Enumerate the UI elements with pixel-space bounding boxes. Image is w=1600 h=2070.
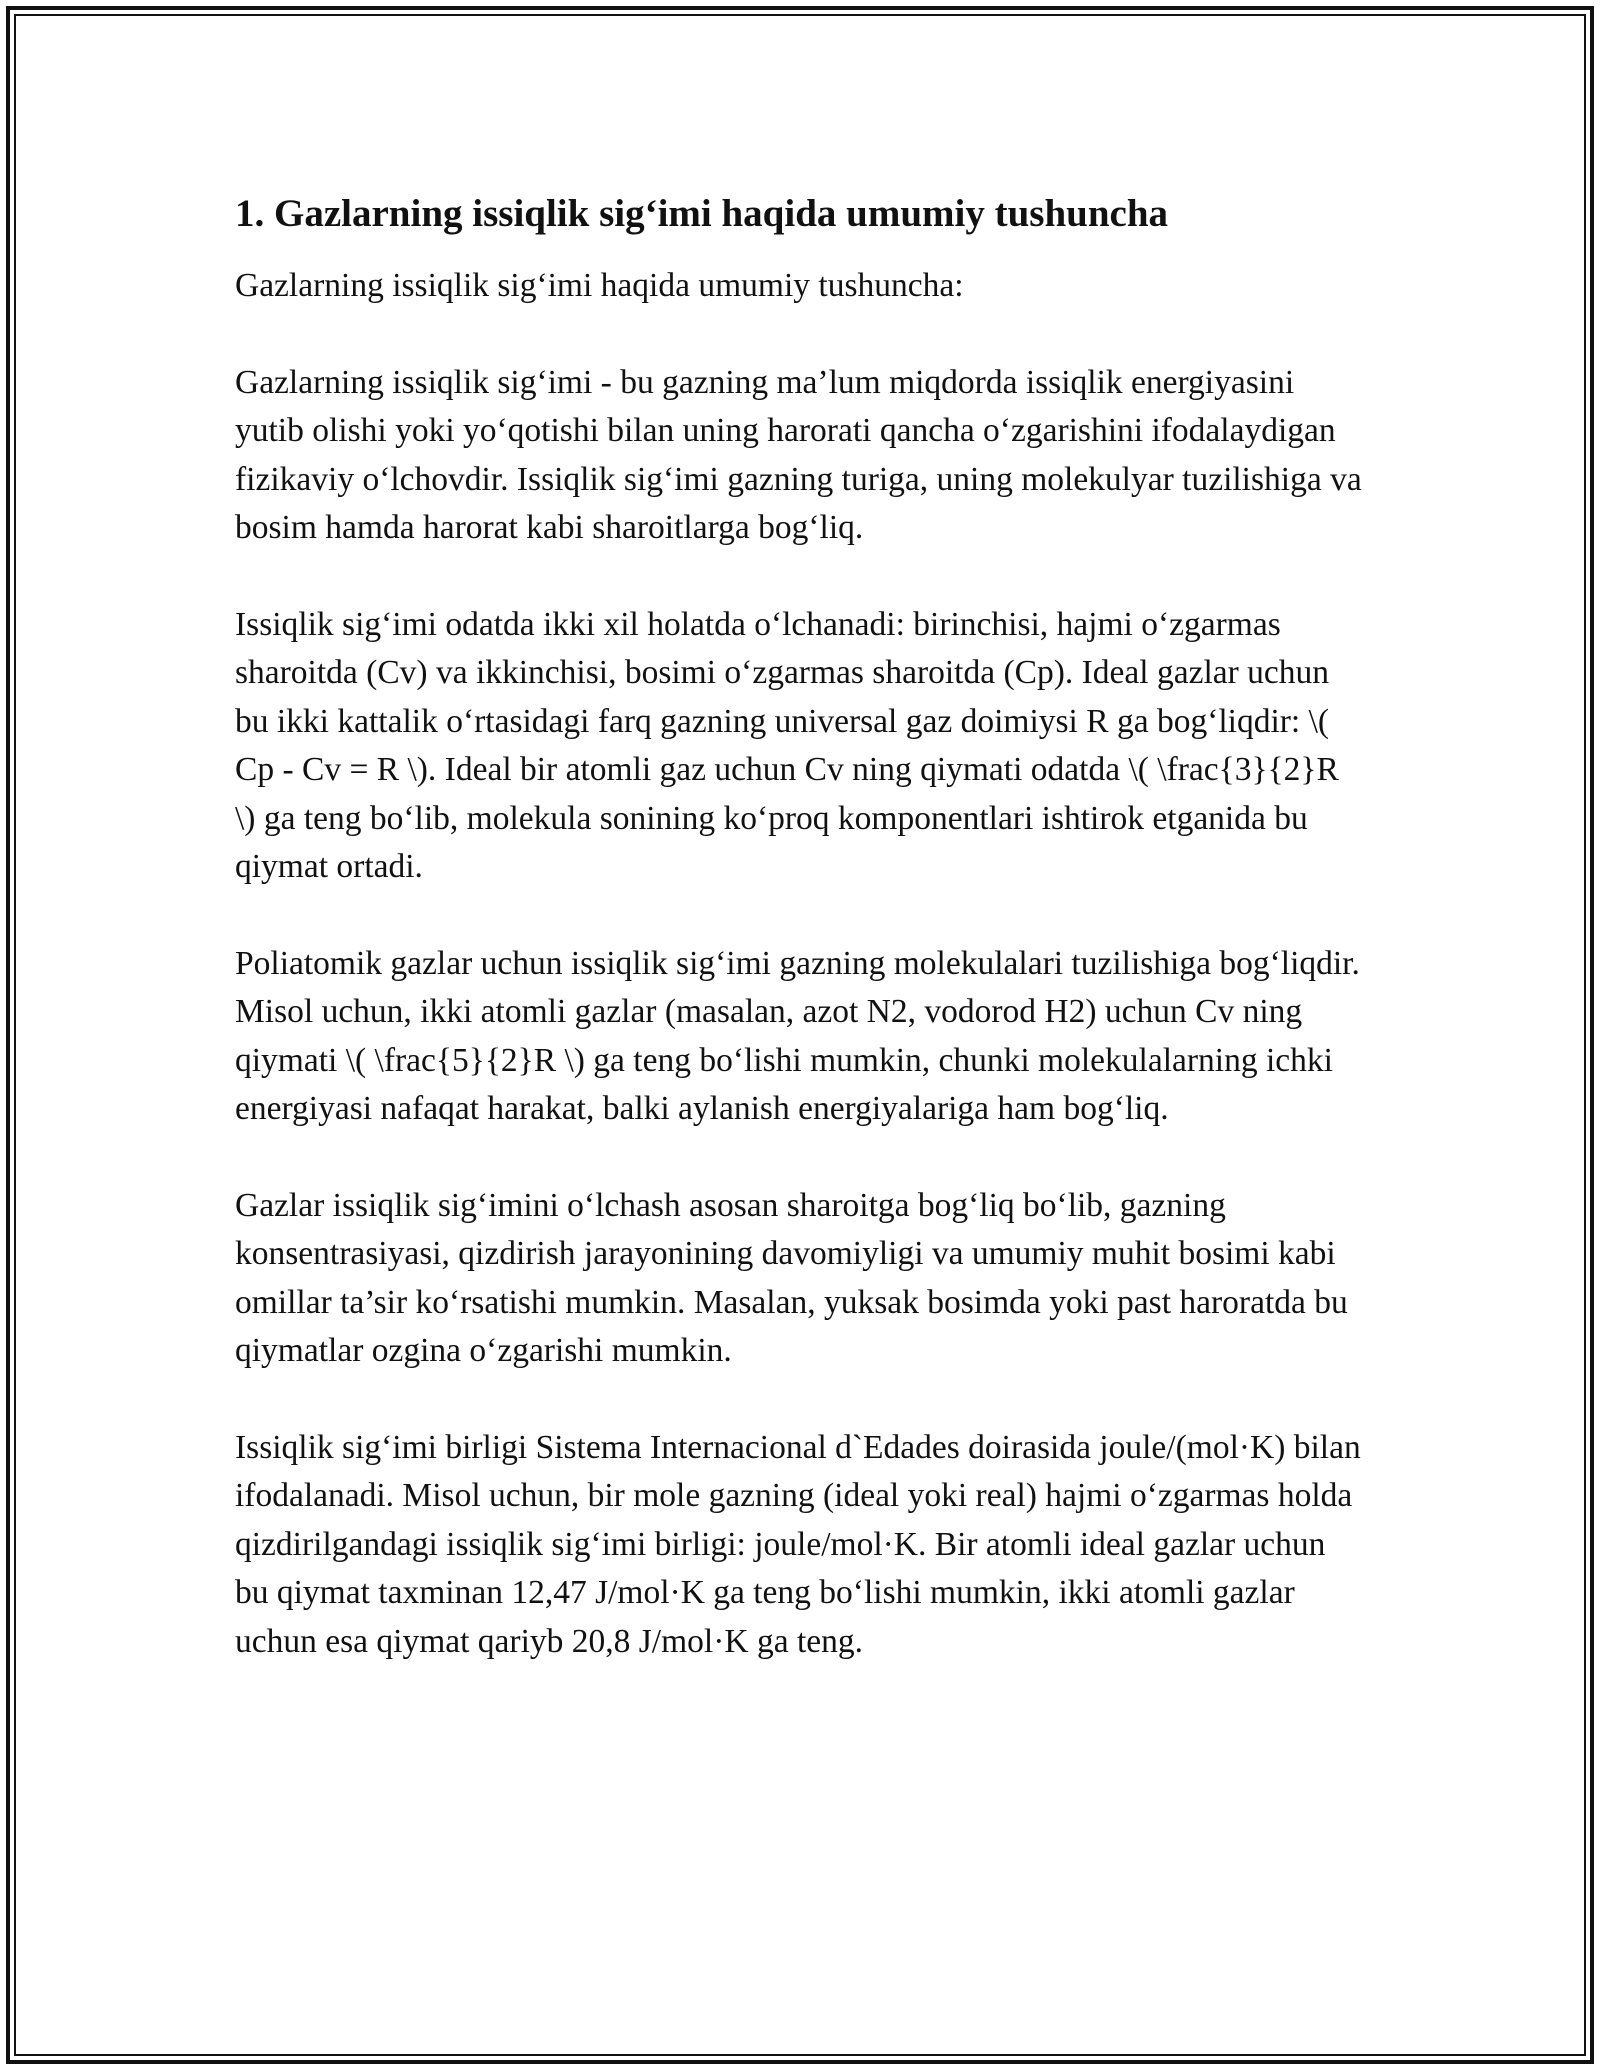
- units-paragraph: Issiqlik sig‘imi birligi Sistema Internacional d`Edades doirasida joule/(mol·K) bilan ifodalanadi. Misol uchun, bir mole gazning (ideal yoki real) hajmi o‘zgarmas holda qizdirilgandagi issiqlik sig‘imi birligi: joule/mol·K. Bir atomli ideal gazlar uchun bu qiymat taxminan 12,47 J/mol·K ga teng bo‘lishi mumkin, ikki atomli gazlar uchun esa qiymat qariyb 20,8 J/mol·K ga teng.: [235, 1428, 1361, 1660]
- measurement-paragraph: Gazlar issiqlik sig‘imini o‘lchash asosan sharoitga bog‘liq bo‘lib, gazning konsentrasiyasi, qizdirish jarayonining davomiyligi va umumiy muhit bosimi kabi omillar ta’sir ko‘rsatishi mumkin. Masalan, yuksak bosimda yoki past haroratda bu qiymatlar ozgina o‘zgarishi mumkin.: [235, 1186, 1348, 1369]
- intro-paragraph: Gazlarning issiqlik sig‘imi haqida umumiy tushuncha:: [235, 267, 964, 304]
- cv-cp-paragraph: Issiqlik sig‘imi odatda ikki xil holatda o‘lchanadi: birinchisi, hajmi o‘zgarmas sharoitda (Cv) va ikkinchisi, bosimi o‘zgarmas sharoitda (Cp). Ideal gazlar uchun bu ikki kattalik o‘rtasidagi farq gazning universal gaz doimiysi R ga bog‘liqdir: \( Cp - Cv = R \). Ideal bir atomli gaz uchun Cv ning qiymati odatda \( \frac{3}{2}R \) ga teng bo‘lib, molekula sonining ko‘proq komponentlari ishtirok etganida bu qiymat ortadi.: [235, 605, 1339, 885]
- polyatomic-paragraph: Poliatomik gazlar uchun issiqlik sig‘imi gazning molekulalari tuzilishiga bog‘liqdir. Misol uchun, ikki atomli gazlar (masalan, azot N2, vodorod H2) uchun Cv ning qiymati \( \frac{5}{2}R \) ga teng bo‘lishi mumkin, chunki molekulalarning ichki energiyasi nafaqat harakat, balki aylanish energiyalariga ham bog‘liq.: [235, 944, 1360, 1127]
- definition-paragraph: Gazlarning issiqlik sig‘imi - bu gazning ma’lum miqdorda issiqlik energiyasini yutib olishi yoki yo‘qotishi bilan uning harorati qancha o‘zgarishini ifodalaydigan fizikaviy o‘lchovdir. Issiqlik sig‘imi gazning turiga, uning molekulyar tuzilishiga va bosim hamda harorat kabi sharoitlarga bog‘liq.: [235, 363, 1362, 546]
- document-body: [235, 188, 1365, 1714]
- section-heading: 1. Gazlarning issiqlik sig‘imi haqida umumiy tushuncha: [235, 192, 1169, 235]
